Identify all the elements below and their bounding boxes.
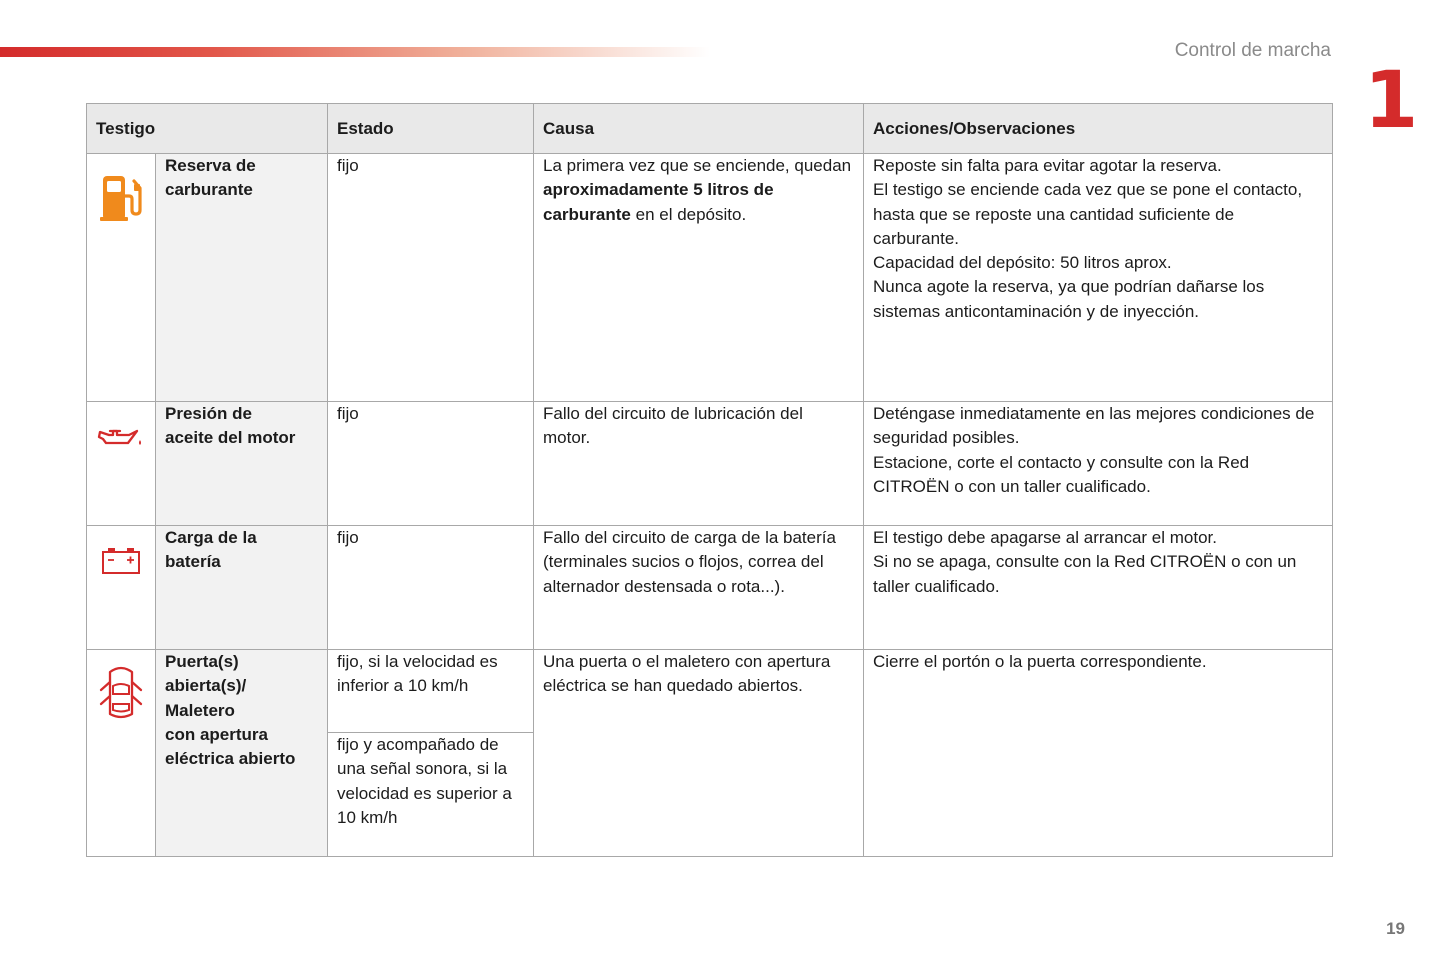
warning-name-line: aceite del motor	[165, 428, 296, 448]
column-header-testigo: Testigo	[87, 104, 328, 154]
warning-name-line: eléctrica abierto	[165, 749, 296, 769]
estado-cell: fijo	[328, 154, 534, 402]
causa-cell: Fallo del circuito de lubricación del motor.	[534, 402, 864, 526]
section-title: Control de marcha	[1174, 40, 1331, 61]
page-number: 19	[1386, 919, 1405, 938]
acciones-paragraph: Si no se apaga, consulte con la Red CITROËN o con un taller cualificado.	[873, 552, 1297, 596]
acciones-paragraph: Capacidad del depósito: 50 litros aprox.	[873, 253, 1172, 273]
warning-name-line: Maletero	[165, 700, 235, 720]
warning-name-line: batería	[165, 552, 221, 572]
acciones-paragraph: Deténgase inmediatamente en las mejores condiciones de seguridad posibles.	[873, 404, 1315, 448]
acciones-paragraph: El testigo se enciende cada vez que se pone el contacto, hasta que se reposte una cantidad suficiente de carburante.	[873, 180, 1303, 248]
column-header-causa: Causa	[534, 104, 864, 154]
warning-lights-table	[86, 103, 1333, 857]
column-header-estado: Estado	[328, 104, 534, 154]
warning-name-line: carburante	[165, 180, 253, 200]
causa-bold-text: aproximadamente 5 litros de carburante	[543, 180, 774, 224]
estado-cell: fijo	[328, 526, 534, 650]
table-header-row	[87, 104, 1333, 154]
warning-name-cell	[156, 526, 328, 650]
icon-cell	[87, 402, 156, 526]
acciones-paragraph: Cierre el portón o la puerta correspondiente.	[873, 652, 1207, 671]
acciones-paragraph: Nunca agote la reserva, ya que podrían dañarse los sistemas anticontaminación y de inyección.	[873, 277, 1265, 321]
warning-name-line: abierta(s)/	[165, 676, 247, 696]
warning-name-line: Presión de	[165, 404, 252, 423]
icon-cell	[87, 650, 156, 857]
table-row-open-door	[87, 650, 1333, 733]
acciones-cell	[864, 154, 1333, 402]
battery-icon	[101, 546, 141, 576]
estado-cell: fijo y acompañado de una señal sonora, si la velocidad es superior a 10 km/h	[328, 733, 534, 857]
estado-cell: fijo	[328, 402, 534, 526]
warning-name-line: Carga de la	[165, 528, 257, 547]
fuel-pump-icon	[97, 170, 145, 226]
acciones-paragraph: Estacione, corte el contacto y consulte con la Red CITROËN o con un taller cualificado.	[873, 452, 1250, 496]
causa-cell	[534, 154, 864, 402]
causa-cell: Fallo del circuito de carga de la batería (terminales sucios o flojos, correa del alternador destensada o rota...).	[534, 526, 864, 650]
table-row-battery	[87, 526, 1333, 650]
icon-cell	[87, 154, 156, 402]
door-open-icon	[98, 662, 144, 722]
acciones-cell	[864, 526, 1333, 650]
causa-cell: Una puerta o el maletero con apertura eléctrica se han quedado abiertos.	[534, 650, 864, 857]
column-header-acciones: Acciones/Observaciones	[864, 104, 1333, 154]
table-row-oil-pressure	[87, 402, 1333, 526]
warning-name-line: con apertura	[165, 724, 268, 744]
acciones-cell	[864, 402, 1333, 526]
acciones-paragraph: El testigo debe apagarse al arrancar el motor.	[873, 528, 1217, 547]
header-accent-bar	[0, 47, 710, 57]
warning-name-cell	[156, 154, 328, 402]
acciones-paragraph: Reposte sin falta para evitar agotar la reserva.	[873, 156, 1222, 175]
oil-can-icon	[97, 424, 145, 450]
warning-name-cell	[156, 402, 328, 526]
estado-cell: fijo, si la velocidad es inferior a 10 km/h	[328, 650, 534, 733]
chapter-number: 1	[1364, 56, 1419, 146]
warning-name-line: Puerta(s)	[165, 652, 239, 671]
causa-text: en el depósito.	[635, 204, 747, 224]
causa-text: La primera vez que se enciende, quedan	[543, 156, 852, 175]
warning-name-cell	[156, 650, 328, 857]
table-row-fuel-reserve	[87, 154, 1333, 402]
acciones-cell	[864, 650, 1333, 857]
icon-cell	[87, 526, 156, 650]
warning-name-line: Reserva de	[165, 156, 256, 175]
